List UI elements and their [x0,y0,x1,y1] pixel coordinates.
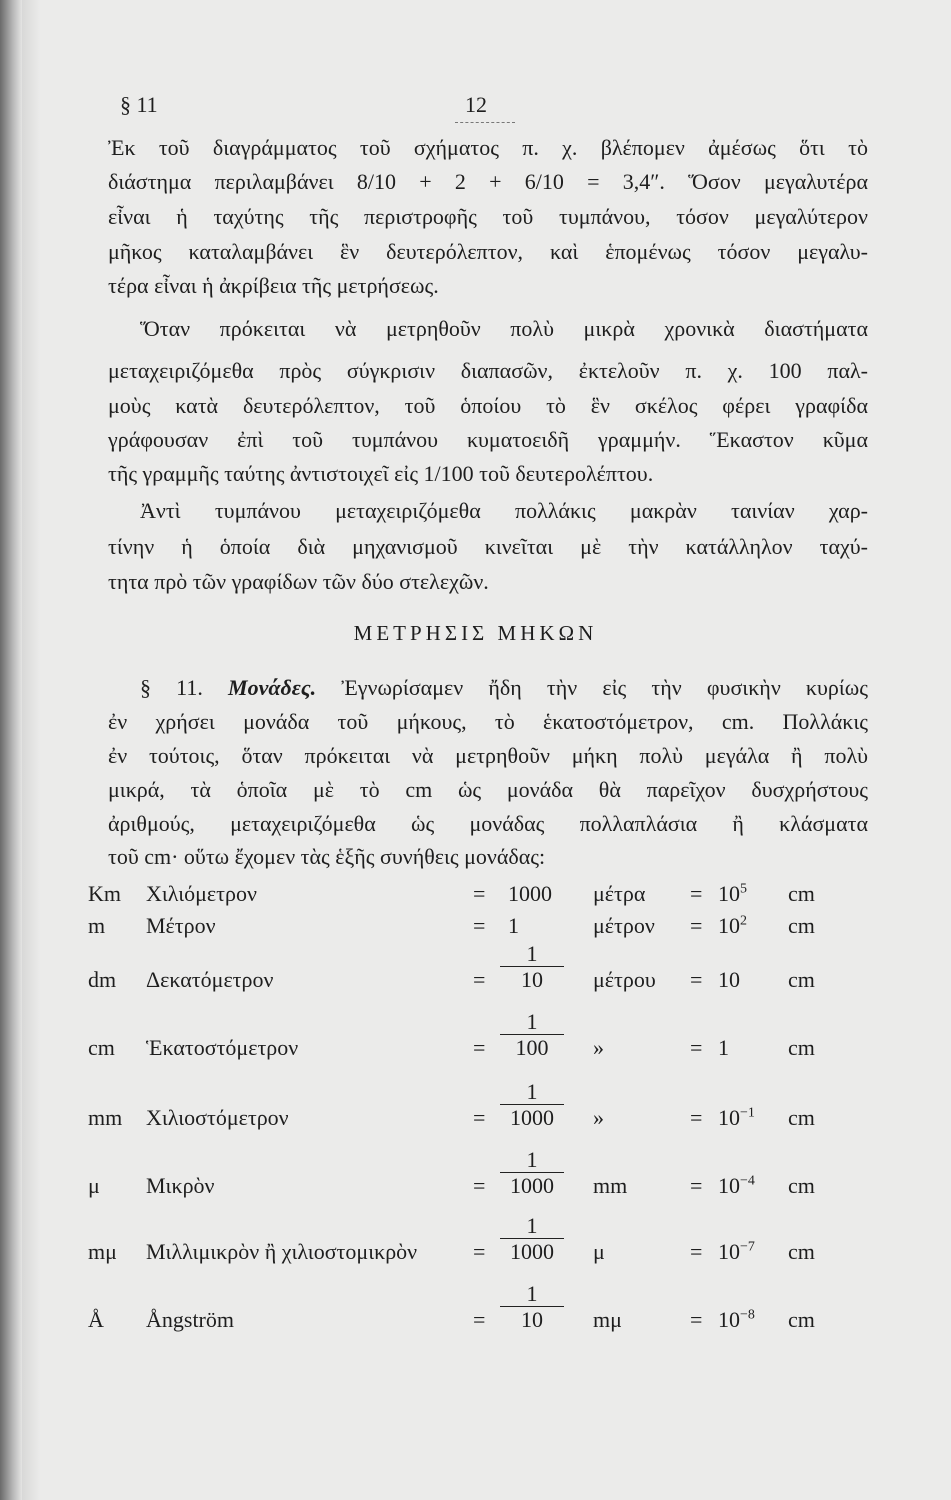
equals-sign: = [473,881,486,906]
text-line: τητα πρὸ τῶν γραφίδων τῶν δύο στελεχῶν. [108,569,489,594]
denominator: 10 [500,966,564,993]
power-of-ten [718,880,747,908]
equals-sign: = [473,1307,486,1332]
section-first-line-text: Ἐγνωρίσαμεν ἤδη τὴν εἰς τὴν φυσικὴν κυρίως [341,675,868,700]
exponent: −7 [740,1239,755,1255]
unit-reference: » [593,1105,604,1130]
text-line: διάστημα περιλαμβάνει 8/10 + 2 + 6/10 = 3,4″. Ὅσον μεγαλυτέρα [108,169,868,194]
exponent: 5 [740,881,747,897]
page-edge [22,0,40,1500]
unit-abbr: mm [88,1105,123,1130]
power-of-ten [718,966,740,994]
denominator: 1000 [500,1104,564,1131]
unit-abbr: mμ [88,1239,117,1264]
unit-row [88,912,888,940]
base: 10 [718,1105,740,1130]
text-line: τέρα εἶναι ἡ ἀκρίβεια τῆς μετρήσεως. [108,273,439,298]
base: 10 [718,1307,740,1332]
equals-sign: = [690,967,703,992]
equals-sign: = [473,1173,486,1198]
fraction [500,942,564,993]
equals-sign: = [473,967,486,992]
unit-row [88,1213,888,1266]
unit-reference: mm [593,1173,628,1198]
text-line: τοῦ cm· οὕτω ἔχομεν τὰς ἑξῆς συνήθεις μονάδας: [108,844,546,869]
section-first-line [140,674,868,702]
page-edge-shadow [0,0,22,1500]
text-line: μικρά, τὰ ὁποῖα μὲ τὸ cm ὡς μονάδα θὰ παρεῖχον δυσχρήστους [108,777,868,802]
unit-value: 1000 [508,881,552,906]
unit-reference: μ [593,1239,605,1264]
unit-cm: cm [788,1307,815,1332]
unit-abbr: m [88,913,106,938]
exponent: 2 [740,913,747,929]
power-of-ten [718,1238,755,1266]
equals-sign: = [473,913,486,938]
page-number-rule [455,122,515,123]
text-line: Ἀντὶ τυμπάνου μεταχειριζόμεθα πολλάκις μακρὰν ταινίαν χαρ- [140,498,868,523]
unit-value: 1 [508,913,519,938]
denominator: 100 [500,1034,564,1061]
text-line: γράφουσαν ἐπὶ τοῦ τυμπάνου κυματοειδῆ γραμμήν. Ἕκαστον κῦμα [108,427,868,452]
text-line: ἐν τούτοις, ὅταν πρόκειται νὰ μετρηθοῦν μήκη πολὺ μεγάλα ἢ πολὺ [108,743,868,768]
text-line: μῆκος καταλαμβάνει ἓν δευτερόλεπτον, καὶ ἑπομένως τόσον μεγαλυ- [108,239,868,264]
unit-reference: μέτρα [593,881,646,906]
unit-name: Ångström [146,1307,234,1332]
unit-cm: cm [788,1239,815,1264]
unit-cm: cm [788,1173,815,1198]
exponent: −4 [740,1173,755,1189]
equals-sign: = [473,1105,486,1130]
power-of-ten [718,1306,755,1334]
numerator: 1 [526,1147,538,1172]
unit-row [88,1147,888,1200]
text-line: μεταχειριζόμεθα πρὸς σύγκρισιν διαπασῶν, ἐκτελοῦν π. χ. 100 παλ- [108,358,868,383]
power-of-ten [718,1172,755,1200]
unit-abbr: cm [88,1035,115,1060]
base: 10 [718,1239,740,1264]
unit-row [88,880,888,908]
exponent: −1 [740,1105,755,1121]
unit-name: Χιλιόμετρον [146,881,257,906]
equals-sign: = [690,1307,703,1332]
unit-reference: μέτρου [593,967,656,992]
section-label: § 11. [140,675,203,700]
numerator: 1 [526,1009,538,1034]
unit-cm: cm [788,1105,815,1130]
numerator: 1 [526,1079,538,1104]
unit-name: Ἑκατοστόμετρον [146,1035,299,1060]
base: 10 [718,913,740,938]
section-title: Μονάδες. [228,675,317,700]
denominator: 10 [500,1306,564,1333]
equals-sign: = [473,1239,486,1264]
unit-name: Χιλιοστόμετρον [146,1105,289,1130]
unit-name: Μιλλιμικρὸν ἢ χιλιοστομικρὸν [146,1239,418,1264]
unit-abbr: Å [88,1307,104,1332]
numerator: 1 [526,941,538,966]
unit-name: Μικρὸν [146,1173,215,1198]
unit-cm: cm [788,1035,815,1060]
equals-sign: = [690,881,703,906]
equals-sign: = [690,1035,703,1060]
text-line: τῆς γραμμῆς ταύτης ἀντιστοιχεῖ εἰς 1/100 τοῦ δευτερολέπτου. [108,461,654,486]
unit-abbr: μ [88,1173,100,1198]
unit-name: Μέτρον [146,913,216,938]
section-heading: ΜΕΤΡΗΣΙΣ ΜΗΚΩΝ [353,621,598,645]
text-line: μοὺς κατὰ δευτερόλεπτον, τοῦ ὁποίου τὸ ἓν σκέλος φέρει γραφίδα [108,393,868,418]
base: 10 [718,1173,740,1198]
equals-sign: = [690,1239,703,1264]
text-line: Ἐκ τοῦ διαγράμματος τοῦ σχήματος π. χ. βλέπομεν ἀμέσως ὅτι τὸ [108,135,868,160]
unit-row [88,1079,888,1132]
page-number: 12 [465,92,487,117]
numerator: 1 [526,1213,538,1238]
unit-cm: cm [788,881,815,906]
numerator: 1 [526,1281,538,1306]
unit-reference: mμ [593,1307,622,1332]
unit-row [88,1009,888,1062]
base: 10 [718,967,740,992]
unit-cm: cm [788,967,815,992]
equals-sign: = [690,1105,703,1130]
denominator: 1000 [500,1238,564,1265]
equals-sign: = [690,913,703,938]
power-of-ten [718,1034,729,1062]
unit-abbr: Km [88,881,121,906]
equals-sign: = [473,1035,486,1060]
unit-row [88,941,888,994]
power-of-ten [718,1104,755,1132]
base: 10 [718,881,740,906]
unit-row [88,1281,888,1334]
fraction [500,1282,564,1333]
fraction [500,1080,564,1131]
text-line: ἐν χρήσει μονάδα τοῦ μήκους, τὸ ἑκατοστόμετρον, cm. Πολλάκις [108,709,868,734]
base: 1 [718,1035,729,1060]
unit-reference: » [593,1035,604,1060]
power-of-ten [718,912,747,940]
fraction [500,1214,564,1265]
text-line: εἶναι ἡ ταχύτης τῆς περιστροφῆς τοῦ τυμπάνου, τόσον μεγαλύτερον [108,204,868,229]
unit-name: Δεκατόμετρον [146,967,274,992]
unit-abbr: dm [88,967,117,992]
unit-reference: μέτρον [593,913,655,938]
equals-sign: = [690,1173,703,1198]
running-section: § 11 [120,92,158,117]
text-line: Ὅταν πρόκειται νὰ μετρηθοῦν πολὺ μικρὰ χρονικὰ διαστήματα [140,316,868,341]
text-line: ἀριθμούς, μεταχειριζόμεθα ὡς μονάδας πολλαπλάσια ἢ κλάσματα [108,811,868,836]
exponent: −8 [740,1307,755,1323]
fraction [500,1148,564,1199]
unit-cm: cm [788,913,815,938]
fraction [500,1010,564,1061]
text-line: τίνην ἡ ὁποία διὰ μηχανισμοῦ κινεῖται μὲ τὴν κατάλληλον ταχύ- [108,534,868,559]
denominator: 1000 [500,1172,564,1199]
